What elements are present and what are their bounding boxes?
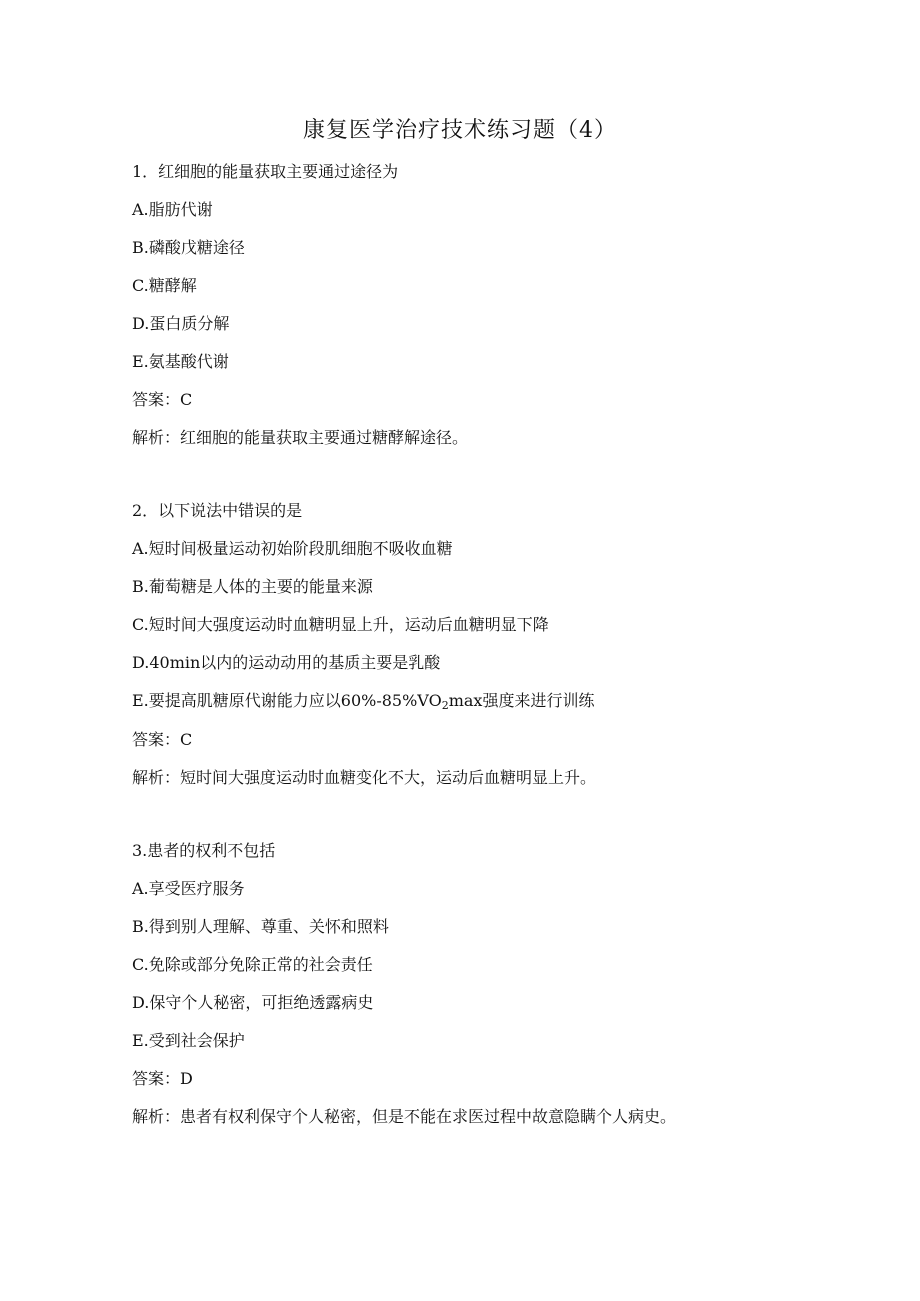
question-2-option-c: C.短时间大强度运动时血糖明显上升，运动后血糖明显下降	[132, 615, 549, 634]
question-3-answer: 答案：D	[132, 1069, 193, 1088]
question-2-stem: 2．以下说法中错误的是	[132, 501, 303, 520]
question-1-option-c: C.糖酵解	[132, 276, 197, 295]
question-3-analysis: 解析：患者有权利保守个人秘密，但是不能在求医过程中故意隐瞒个人病史。	[132, 1107, 677, 1126]
question-1-option-a: A.脂肪代谢	[132, 200, 213, 219]
question-2-answer: 答案：C	[132, 730, 193, 749]
question-2-option-e	[132, 690, 594, 717]
question-1-option-b: B.磷酸戊糖途径	[132, 238, 245, 257]
question-1-stem: 1．红细胞的能量获取主要通过途径为	[132, 162, 399, 181]
question-2-option-d: D.40min以内的运动动用的基质主要是乳酸	[132, 653, 441, 672]
question-3-stem: 3.患者的权利不包括	[132, 841, 276, 860]
question-1-analysis: 解析：红细胞的能量获取主要通过糖酵解途径。	[132, 428, 469, 447]
question-1-option-e: E.氨基酸代谢	[132, 352, 229, 371]
question-1-answer: 答案：C	[132, 390, 193, 409]
question-3-option-d: D.保守个人秘密，可拒绝透露病史	[132, 993, 374, 1012]
question-2-option-a: A.短时间极量运动初始阶段肌细胞不吸收血糖	[132, 539, 453, 558]
document-title: 康复医学治疗技术练习题（4）	[303, 118, 617, 143]
question-3-option-e: E.受到社会保护	[132, 1031, 245, 1050]
question-3-option-c: C.免除或部分免除正常的社会责任	[132, 955, 373, 974]
question-2-analysis: 解析：短时间大强度运动时血糖变化不大，运动后血糖明显上升。	[132, 768, 597, 787]
question-2-option-e-text: E.要提高肌糖原代谢能力应以60%-85%VO	[132, 691, 442, 710]
question-3-option-b: B.得到别人理解、尊重、关怀和照料	[132, 917, 389, 936]
question-2-option-e-subscript: 2	[441, 699, 449, 712]
question-3-option-a: A.享受医疗服务	[132, 879, 245, 898]
question-2-option-b: B.葡萄糖是人体的主要的能量来源	[132, 577, 373, 596]
question-1-option-d: D.蛋白质分解	[132, 314, 230, 333]
question-2-option-e-text-end: max强度来进行训练	[448, 691, 595, 710]
